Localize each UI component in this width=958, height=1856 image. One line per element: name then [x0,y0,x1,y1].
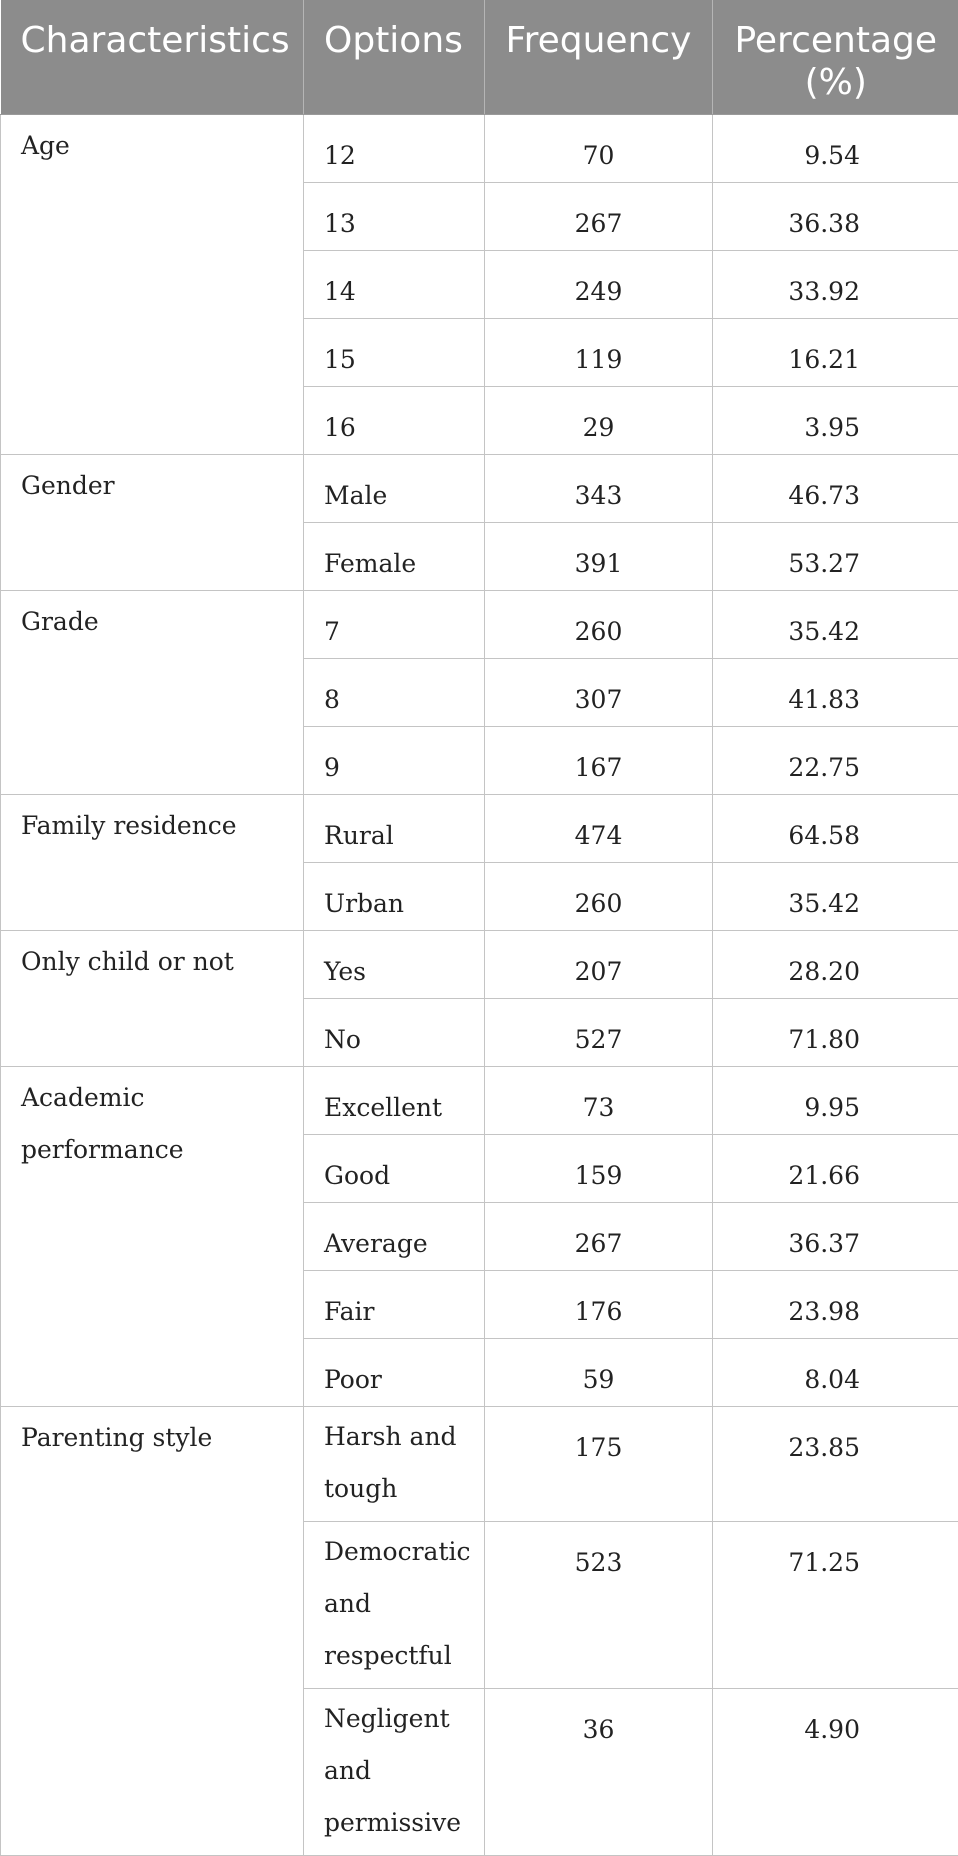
table-row [1,1406,958,1521]
percentage-cell: 4.90 [713,1688,958,1855]
percentage-cell: 71.80 [713,998,958,1066]
percentage-cell: 64.58 [713,794,958,862]
frequency-cell: 70 [485,114,713,182]
option-cell: Negligent and permissive [304,1688,485,1855]
frequency-cell: 29 [485,386,713,454]
percentage-cell: 16.21 [713,318,958,386]
characteristic-label: Parenting style [21,1412,283,1464]
percentage-cell: 41.83 [713,658,958,726]
frequency-cell: 176 [485,1270,713,1338]
characteristic-cell [1,1066,304,1406]
frequency-cell: 175 [485,1406,713,1521]
percentage-cell: 8.04 [713,1338,958,1406]
percentage-cell: 3.95 [713,386,958,454]
frequency-cell: 527 [485,998,713,1066]
percentage-cell: 28.20 [713,930,958,998]
table-row [1,1066,958,1134]
percentage-cell: 9.95 [713,1066,958,1134]
option-cell: 7 [304,590,485,658]
frequency-cell: 307 [485,658,713,726]
characteristic-label: Gender [21,460,283,512]
frequency-cell: 267 [485,182,713,250]
option-cell: Fair [304,1270,485,1338]
characteristic-cell [1,794,304,930]
option-cell: Harsh and tough [304,1406,485,1521]
percentage-cell: 23.85 [713,1406,958,1521]
percentage-cell: 35.42 [713,862,958,930]
header-percentage: Percentage (%) [713,0,958,114]
table-row [1,590,958,658]
percentage-cell: 46.73 [713,454,958,522]
characteristic-label: Family residence [21,800,283,852]
frequency-cell: 119 [485,318,713,386]
percentage-cell: 53.27 [713,522,958,590]
characteristic-cell [1,1406,304,1855]
frequency-cell: 523 [485,1521,713,1688]
header-frequency: Frequency [485,0,713,114]
characteristic-label: Age [21,120,283,172]
option-cell: No [304,998,485,1066]
frequency-cell: 391 [485,522,713,590]
frequency-cell: 36 [485,1688,713,1855]
frequency-cell: 260 [485,862,713,930]
frequency-cell: 59 [485,1338,713,1406]
percentage-cell: 9.54 [713,114,958,182]
percentage-cell: 21.66 [713,1134,958,1202]
frequency-cell: 207 [485,930,713,998]
option-cell: Yes [304,930,485,998]
frequency-cell: 474 [485,794,713,862]
option-cell: 16 [304,386,485,454]
option-cell: 9 [304,726,485,794]
table-row [1,114,958,182]
table-body [1,114,958,1855]
option-cell: 15 [304,318,485,386]
option-cell: Good [304,1134,485,1202]
header-characteristics: Characteristics [1,0,304,114]
option-cell: Poor [304,1338,485,1406]
option-cell: Female [304,522,485,590]
characteristic-label: Only child or not [21,936,283,988]
table-row [1,454,958,522]
percentage-cell: 36.38 [713,182,958,250]
frequency-cell: 167 [485,726,713,794]
header-options: Options [304,0,485,114]
option-cell: 13 [304,182,485,250]
percentage-cell: 22.75 [713,726,958,794]
characteristic-cell [1,454,304,590]
option-cell: Democratic and respectful [304,1521,485,1688]
option-cell: Urban [304,862,485,930]
frequency-cell: 73 [485,1066,713,1134]
frequency-cell: 343 [485,454,713,522]
percentage-cell: 36.37 [713,1202,958,1270]
frequency-cell: 267 [485,1202,713,1270]
characteristic-label: Academic performance [21,1072,283,1176]
option-cell: 14 [304,250,485,318]
percentage-cell: 33.92 [713,250,958,318]
characteristic-cell [1,114,304,454]
characteristic-label: Grade [21,596,283,648]
option-cell: 8 [304,658,485,726]
option-cell: Male [304,454,485,522]
frequency-cell: 159 [485,1134,713,1202]
table-row [1,794,958,862]
frequency-cell: 260 [485,590,713,658]
option-cell: Average [304,1202,485,1270]
frequency-cell: 249 [485,250,713,318]
percentage-cell: 35.42 [713,590,958,658]
option-cell: 12 [304,114,485,182]
characteristic-cell [1,590,304,794]
option-cell: Excellent [304,1066,485,1134]
characteristic-cell [1,930,304,1066]
table-row [1,930,958,998]
option-cell: Rural [304,794,485,862]
header-row [1,0,958,114]
percentage-cell: 23.98 [713,1270,958,1338]
percentage-cell: 71.25 [713,1521,958,1688]
